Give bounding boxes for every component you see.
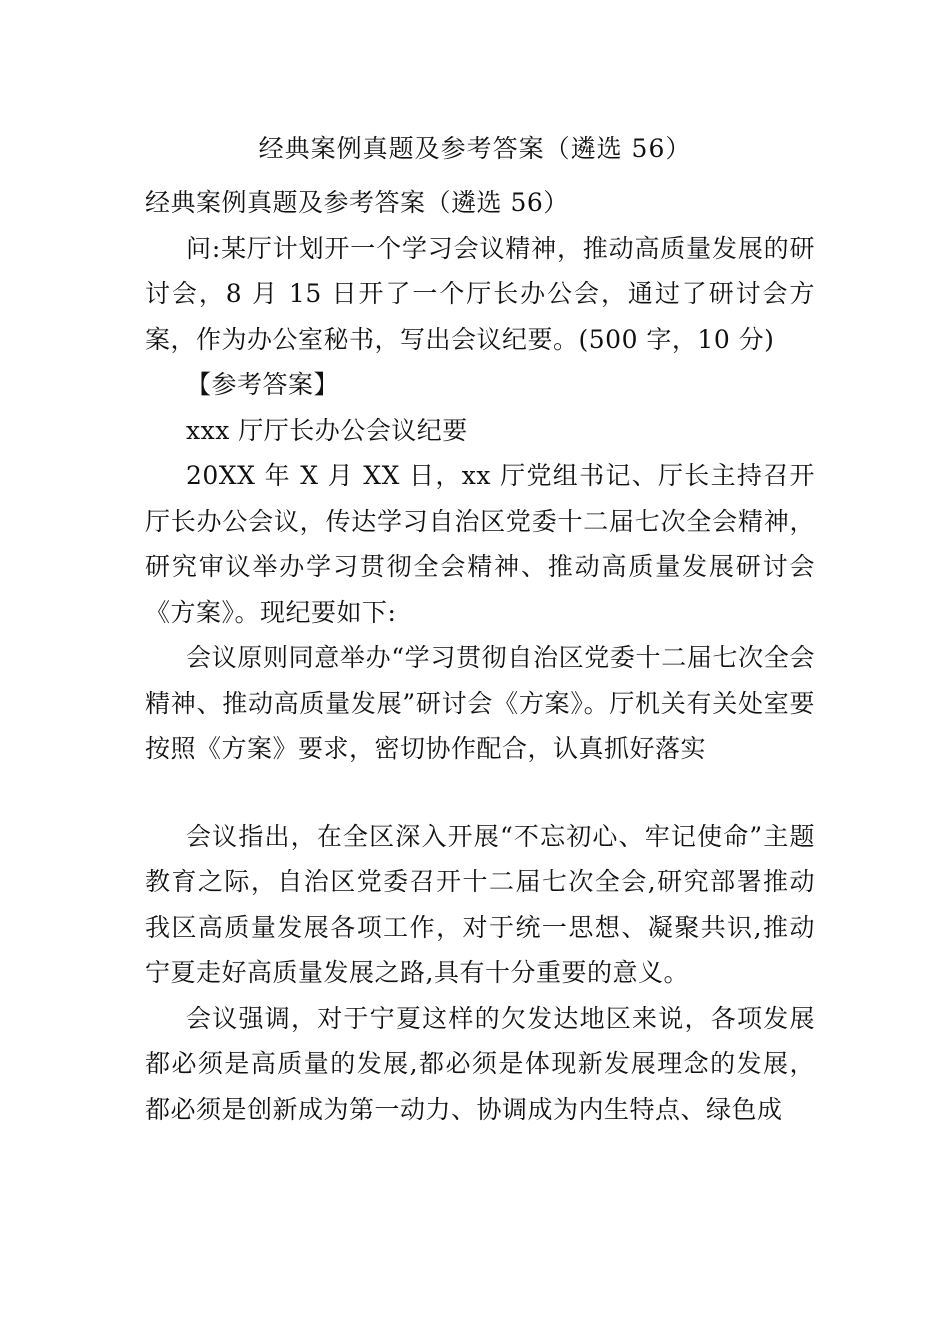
memo-paragraph: 会议强调，对于宁夏这样的欠发达地区来说，各项发展都必须是高质量的发展,都必须是体现新发展理念的发展，都必须是创新成为第一动力、协调成为内生特点、绿色成	[145, 1003, 815, 1124]
memo-paragraph: 会议指出，在全区深入开展“不忘初心、牢记使命”主题教育之际，自治区党委召开十二届七次全会,研究部署推动我区高质量发展各项工作，对于统一思想、凝聚共识,推动宁夏走好高质量发展之路,具有十分重要的意义。	[145, 821, 815, 987]
memo-paragraph: 会议原则同意举办“学习贯彻自治区党委十二届七次全会精神、推动高质量发展”研讨会《方案》。厅机关有关处室要按照《方案》要求，密切协作配合，认真抓好落实	[145, 643, 815, 763]
document-body	[145, 180, 815, 1132]
document-title: 经典案例真题及参考答案（遴选 56）	[258, 134, 692, 163]
answer-label: 【参考答案】	[186, 370, 340, 399]
memo-paragraph: 20XX 年 X 月 XX 日，xx 厅党组书记、厅长主持召开厅长办公会议，传达学习自治区党委十二届七次全会精神，研究审议举办学习贯彻全会精神、推动高质量发展研讨会《方案》。现纪要如下:	[145, 461, 815, 627]
document-subtitle: 经典案例真题及参考答案（遴选 56）	[145, 188, 569, 217]
memo-title: xxx 厅厅长办公会议纪要	[186, 415, 468, 445]
question-paragraph: 问:某厅计划开一个学习会议精神，推动高质量发展的研讨会，8 月 15 日开了一个厅长办公会，通过了研讨会方案，作为办公室秘书，写出会议纪要。(500 字，10 分)	[145, 233, 815, 354]
paragraph-gap	[145, 772, 815, 814]
